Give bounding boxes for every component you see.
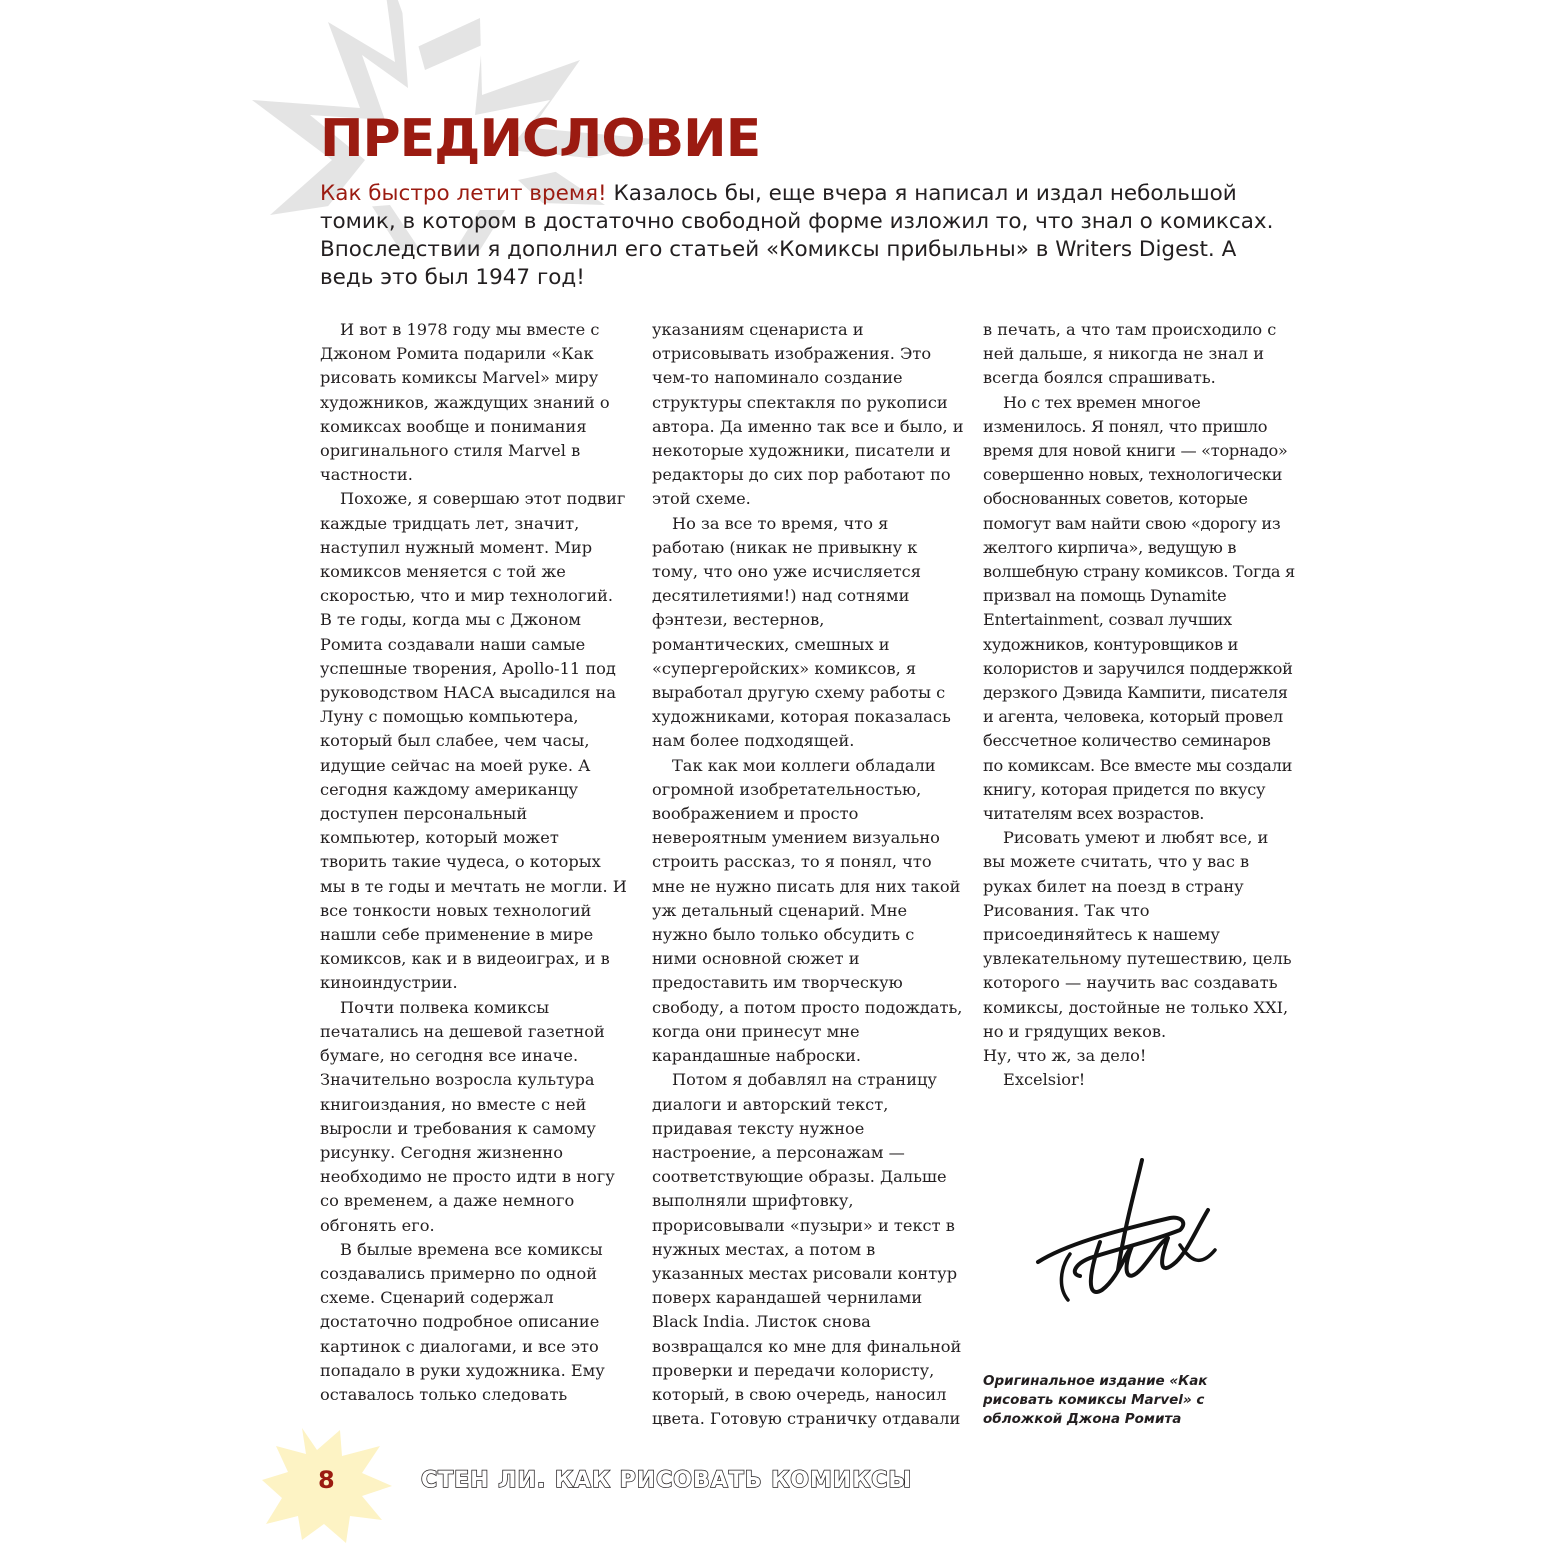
intro-paragraph bbox=[320, 180, 1295, 292]
paragraph: Ну, что ж, за дело! bbox=[983, 1046, 1147, 1066]
intro-highlight: Как быстро летит время! bbox=[320, 181, 607, 206]
paragraph: Похоже, я совершаю этот подвиг каждые тридцать лет, значит, наступил нужный момент. Мир комиксов меняется с той же скоростью, что и мир технологий. В те годы, когда мы с Джоном Ромита создавали наши самые успешные творения, Apollo-11 под руководством НАСА высадился на Луну с помощью компьютера, который был слабее, чем часы, идущие сейчас на моей руке. А сегодня каждому американцу доступен персональный компьютер, который может творить такие чудеса, о которых мы в те годы и мечтать не могли. И все тонкости новых технологий нашли себе применение в мире комиксов, как и в видеоиграх, и в киноиндустрии. bbox=[320, 489, 627, 993]
paragraph: указаниям сценариста и отрисовывать изображения. Это чем-то напоминало создание структуры спектакля по рукописи автора. Да именно так все и было, и некоторые художники, писатели и редакторы до сих пор работают по этой схеме. bbox=[652, 320, 964, 509]
paragraph: Почти полвека комиксы печатались на дешевой газетной бумаге, но сегодня все иначе. Значительно возросла культура книгоиздания, но вместе с ней выросли и требования к самому рисунку. Сегодня жизненно необходимо не просто идти в ногу со временем, а даже немного обгонять его. bbox=[320, 997, 615, 1235]
text-column-1 bbox=[320, 318, 630, 1407]
paragraph: В былые времена все комиксы создавались примерно по одной схеме. Сценарий содержал достаточно подробное описание картинок с диалогами, и все это попадало в руки художника. Ему оставалось только следовать bbox=[320, 1239, 605, 1404]
intro-text: Казалось бы, еще вчера я написал и издал небольшой томик, в котором в достаточно свободной форме изложил то, что знал о комиксах. Впоследствии я дополнил его статьей «Комиксы прибыльны» в Writers Digest. А ведь это был 1947 год! bbox=[320, 181, 1274, 290]
text-column-2 bbox=[652, 318, 964, 1431]
page-number: 8 bbox=[318, 1466, 335, 1494]
signoff: Excelsior! bbox=[1003, 1070, 1086, 1090]
page-title: ПРЕДИСЛОВИЕ bbox=[320, 109, 761, 169]
paragraph: Но за все то время, что я работаю (никак не привыкну к тому, что оно уже исчисляется десятилетиями!) над сотнями фэнтези, вестернов, романтических, смешных и «супергеройских» комиксов, я выработал другую схему работы с художниками, которая показалась нам более подходящей. bbox=[652, 513, 951, 751]
paragraph: Но с тех времен многое изменилось. Я понял, что пришло время для новой книги — «торнадо» совершенно новых, технологически обоснованных советов, которые помогут вам найти свою «дорогу из желтого кирпича», ведущую в волшебную страну комиксов. Тогда я призвал на помощь Dynamite Entertainment, созвал лучших художников, контуровщиков и колористов и заручился поддержкой дерзкого Дэвида Кампити, писателя и агента, человека, который провел бессчетное количество семинаров по комиксам. Все вместе мы создали книгу, которая придется по вкусу читателям всех возрастов. bbox=[983, 392, 1295, 824]
paragraph: Потом я добавлял на страницу диалоги и авторский текст, придавая тексту нужное настроение, а персонажам — соответствующие образы. Дальше выполняли шрифтовку, прорисовывали «пузыри» и текст в нужных местах, а потом в указанных местах рисовали контур поверх карандашей чернилами Black India. Листок снова возвращался ко мне для финальной проверки и передачи колористу, который, в свою очередь, наносил цвета. Готовую страничку отдавали bbox=[652, 1070, 962, 1429]
image-caption: Оригинальное издание «Как рисовать комиксы Marvel» с обложкой Джона Ромита bbox=[983, 1373, 1208, 1427]
running-footer-title: СТЕН ЛИ. КАК РИСОВАТЬ КОМИКСЫ bbox=[421, 1468, 913, 1493]
paragraph: в печать, а что там происходило с ней дальше, я никогда не знал и всегда боялся спрашивать. bbox=[983, 320, 1277, 388]
signature bbox=[1030, 1150, 1225, 1320]
paragraph: Рисовать умеют и любят все, и вы можете считать, что у вас в руках билет на поезд в страну Рисования. Так что присоединяйтесь к нашему увлекательному путешествию, цель которого — научить вас создавать комиксы, достойные не только XXI, но и грядущих веков. bbox=[983, 828, 1292, 1041]
text-column-3 bbox=[983, 318, 1295, 1093]
paragraph: И вот в 1978 году мы вместе с Джоном Ромита подарили «Как рисовать комиксы Marvel» миру художников, жаждущих знаний о комиксах вообще и понимания оригинального стиля Marvel в частности. bbox=[320, 320, 610, 485]
paragraph: Так как мои коллеги обладали огромной изобретательностью, воображением и просто невероятным умением визуально строить рассказ, то я понял, что мне не нужно писать для них такой уж детальный сценарий. Мне нужно было только обсудить с ними основной сюжет и предоставить им творческую свободу, а потом просто подождать, когда они принесут мне карандашные наброски. bbox=[652, 755, 963, 1066]
